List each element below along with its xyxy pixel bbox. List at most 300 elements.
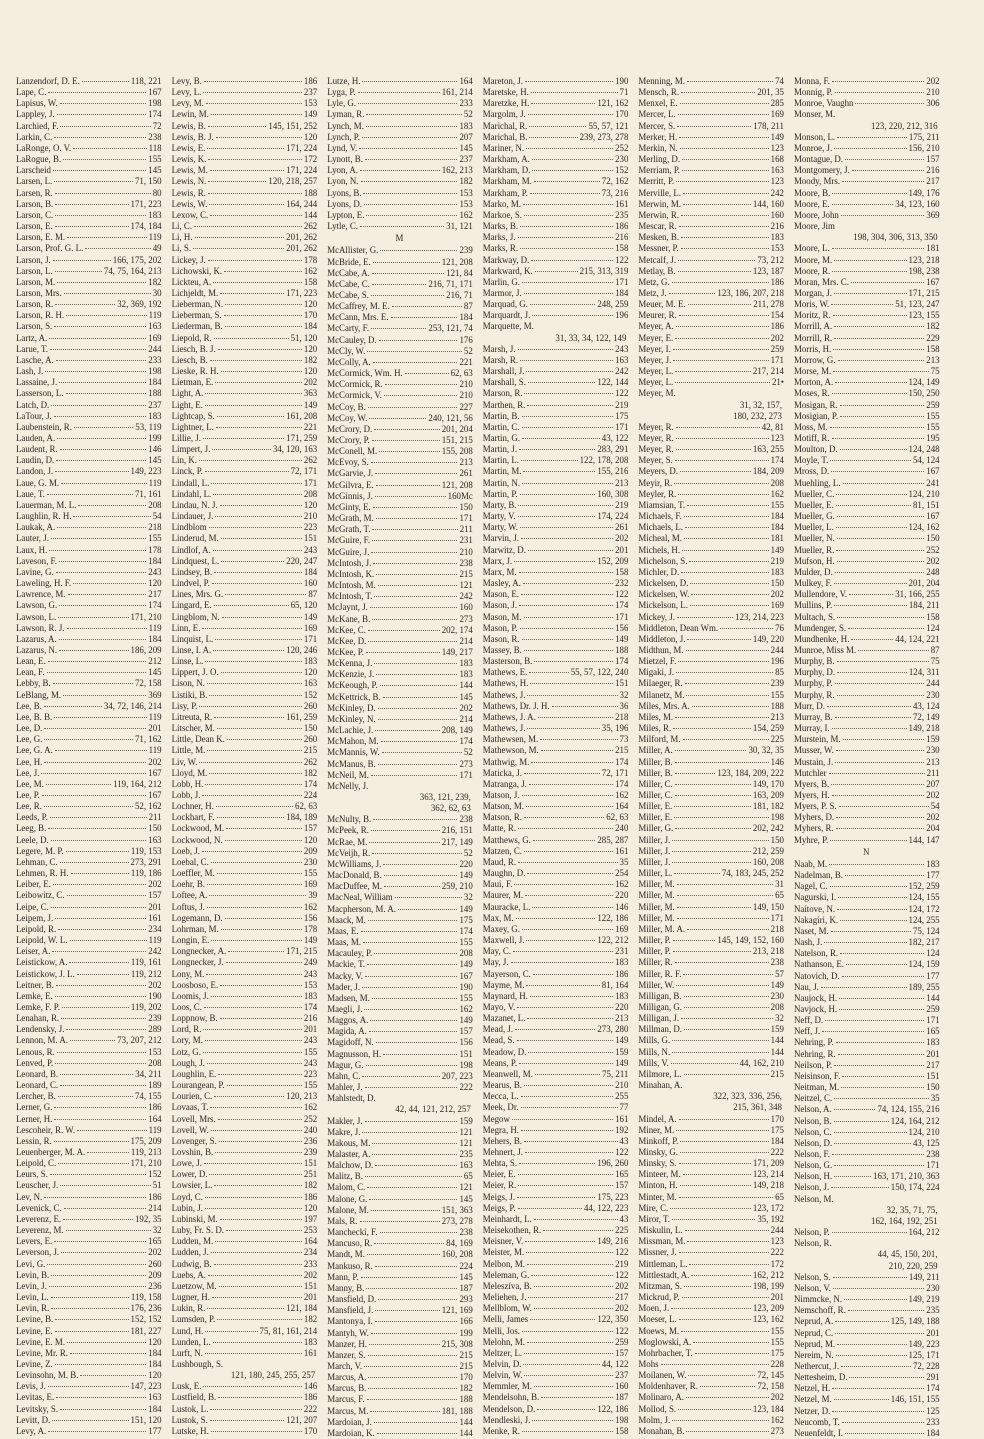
entry-pages: 234 (303, 1247, 318, 1258)
entry-pages: 54, 124 (912, 455, 940, 466)
index-entry (638, 1236, 784, 1247)
entry-pages: 207 (926, 778, 940, 789)
dot-leader (54, 1140, 129, 1142)
dot-leader (700, 1385, 755, 1387)
index-entry (327, 1305, 473, 1316)
dot-leader (834, 1108, 876, 1110)
dot-leader (524, 214, 613, 216)
dot-leader (677, 894, 773, 896)
entry-name: McNulty, B. (327, 814, 372, 825)
dot-leader (395, 896, 462, 898)
entry-name: Mensch, R. (638, 87, 680, 98)
entry-pages: 123, 184, 209, 222 (717, 767, 784, 778)
entry-name: Mohrbacher, T. (638, 1347, 693, 1358)
entry-name: Linn, E. (171, 622, 201, 633)
entry-name: Lisy, P. (171, 700, 198, 711)
entry-name: Montgomery, J. (793, 165, 850, 176)
entry-name: McKenna, J. (327, 658, 373, 669)
index-entry (483, 1281, 629, 1292)
entry-pages: 204 (926, 823, 940, 834)
entry-name: Nathanson, E. (793, 959, 845, 970)
entry-pages: 190 (459, 981, 473, 992)
dot-leader (214, 337, 289, 339)
entry-name: Murr, D. (793, 700, 825, 711)
dot-leader (220, 292, 284, 294)
entry-pages: 170 (770, 1113, 784, 1124)
index-entry (16, 321, 162, 332)
entry-name: Li, S. (171, 243, 192, 254)
index-entry (794, 757, 940, 768)
index-entry (483, 277, 629, 288)
dot-leader (525, 894, 613, 896)
index-entry (794, 243, 940, 254)
entry-name: Lercher, B. (16, 1091, 56, 1102)
index-entry (172, 188, 318, 199)
entry-pages: 202 (148, 979, 162, 990)
entry-pages: 186, 209 (130, 644, 162, 655)
entry-pages: 161 (615, 845, 629, 856)
entry-pages: 239 (148, 1013, 162, 1024)
index-entry (483, 1091, 629, 1102)
dot-leader (370, 1410, 439, 1412)
entry-name: Moen, J. (638, 1303, 670, 1314)
index-entry (16, 154, 162, 165)
entry-name: Marson, R. (482, 388, 523, 399)
dot-leader (58, 928, 146, 930)
entry-name: Nau, J. (793, 981, 819, 992)
entry-name: Larson, B. (16, 198, 54, 209)
index-entry (483, 678, 629, 689)
dot-leader (686, 1430, 768, 1432)
entry-name: Laudent, R. (16, 444, 58, 455)
entry-pages: 149, 176 (908, 187, 940, 198)
entry-name: Mueller, L. (793, 522, 834, 533)
entry-pages: 291 (926, 1372, 940, 1383)
index-entry (638, 98, 784, 109)
entry-pages: 174 (303, 1001, 318, 1012)
dot-leader (834, 1120, 889, 1122)
entry-name: Meyer, J. (638, 354, 672, 365)
index-entry (172, 310, 318, 321)
entry-name: Maretske, H. (482, 87, 529, 98)
entry-name: Neuenfeldt, I. (793, 1427, 844, 1438)
entry-name: Lenous, R. (16, 1046, 55, 1057)
entry-pages: 120, 246 (286, 644, 318, 655)
entry-pages: 163 (770, 165, 784, 176)
dot-leader (55, 1363, 147, 1365)
entry-name: Merling, D. (638, 154, 681, 165)
entry-pages: 52 (463, 747, 473, 758)
index-entry (327, 569, 473, 580)
entry-pages: 158 (615, 243, 629, 254)
dot-leader (375, 1309, 439, 1311)
index-entry (16, 355, 162, 366)
dot-leader (676, 984, 768, 986)
entry-pages: 122, 186 (597, 1403, 629, 1414)
entry-pages: 146 (615, 901, 629, 912)
index-entry (172, 444, 318, 455)
index-entry (16, 132, 162, 143)
index-entry (327, 1316, 473, 1327)
entry-pages: 171 (770, 912, 784, 923)
entry-name: Myhre, P. (793, 834, 829, 845)
index-entry (327, 268, 473, 279)
dot-leader (59, 638, 147, 640)
entry-pages: 120 (303, 343, 318, 354)
entry-name: Lenved, P. (16, 1057, 54, 1068)
dot-leader (204, 1162, 302, 1164)
dot-leader (683, 192, 769, 194)
dot-leader (207, 682, 302, 684)
entry-name: Meleman, G. (482, 1269, 530, 1280)
entry-name: Levitas, E. (16, 1392, 55, 1403)
index-entry (327, 982, 473, 993)
entry-pages: 162 (770, 1414, 784, 1425)
entry-pages: 72, 171 (601, 767, 629, 778)
entry-pages: 175 (770, 1347, 784, 1358)
entry-name: McVeijh, R. (327, 847, 371, 858)
entry-pages: 121, 184 (286, 1303, 318, 1314)
index-entry (172, 1359, 318, 1370)
entry-name: Mason, M. (482, 611, 522, 622)
dot-leader (61, 482, 146, 484)
entry-pages: 122, 144 (597, 377, 629, 388)
entry-pages: 183 (459, 120, 473, 131)
index-entry (638, 1281, 784, 1292)
index-entry (483, 1203, 629, 1214)
entry-pages: 202 (615, 1280, 629, 1291)
entry-pages: 119 (148, 310, 162, 321)
entry-name: Mathews, J. (482, 723, 526, 734)
entry-pages: 146 (148, 444, 162, 455)
index-entry (483, 533, 629, 544)
entry-name: Larson, Prof. G. L. (16, 243, 84, 254)
entry-name: Migaki, J. (638, 667, 675, 678)
entry-name: Maegli, J. (327, 1003, 363, 1014)
entry-pages: 119, 202 (130, 1001, 162, 1012)
index-entry (172, 924, 318, 935)
entry-name: Massey, B. (482, 644, 522, 655)
entry-pages: 220, 247 (286, 555, 318, 566)
index-entry (483, 757, 629, 768)
entry-name: Maughn, D. (482, 868, 526, 879)
index-entry (483, 1147, 629, 1158)
dot-leader (217, 1318, 302, 1320)
entry-name: Nehring, P. (793, 1037, 834, 1048)
dot-leader (525, 80, 613, 82)
entry-name: McCann, Mrs. E. (327, 312, 389, 323)
dot-leader (215, 1240, 302, 1242)
dot-leader (221, 370, 302, 372)
index-entry (794, 366, 940, 377)
entry-pages: 152, 209 (597, 555, 629, 566)
index-entry (327, 188, 473, 199)
index-entry (172, 321, 318, 332)
entry-pages: 145 (148, 165, 162, 176)
entry-pages: 149 (303, 611, 318, 622)
entry-pages: 125, 171 (908, 1349, 940, 1360)
dot-leader (55, 203, 128, 205)
index-entry (794, 444, 940, 455)
index-entry (638, 121, 784, 132)
index-entry (172, 712, 318, 723)
index-entry (172, 902, 318, 913)
dot-leader (840, 415, 924, 417)
entry-name: Leverson, J. (16, 1247, 60, 1258)
index-entry (794, 881, 940, 892)
index-entry (327, 837, 473, 848)
index-entry (483, 243, 629, 254)
dot-leader (517, 1039, 613, 1041)
entry-name: McGarvie, J. (327, 468, 374, 479)
entry-name: Manchecki, F. (327, 1227, 378, 1238)
entry-name: Lutske, H. (171, 1425, 209, 1436)
entry-pages: 71, 150 (134, 176, 162, 187)
entry-name: Mercer, L. (638, 109, 676, 120)
index-entry (794, 589, 940, 600)
index-entry (794, 154, 940, 165)
index-entry (638, 1247, 784, 1258)
entry-pages: 75, 211 (602, 1068, 629, 1079)
entry-name: Latch, D. (16, 399, 50, 410)
entry-pages: 121, 207 (286, 1414, 318, 1425)
dot-leader (383, 863, 457, 865)
index-entry (16, 232, 162, 243)
entry-pages: 149 (303, 399, 318, 410)
dot-leader (199, 705, 301, 707)
index-entry (638, 890, 784, 901)
entry-name: Miller, M. (638, 890, 675, 901)
index-entry (327, 1093, 473, 1104)
entry-pages: 43, 124 (912, 700, 940, 711)
entry-name: Nethercut, J. (793, 1360, 840, 1371)
dot-leader (521, 1129, 613, 1131)
entry-name: Mackie, T. (327, 959, 366, 970)
dot-leader (520, 359, 613, 361)
entry-name: Lavine, G. (16, 566, 54, 577)
entry-page-continuation: 162, 164, 192, 251 (871, 1215, 938, 1226)
dot-leader (674, 482, 768, 484)
index-entry (172, 489, 318, 500)
entry-name: Moilanen, W. (638, 1370, 687, 1381)
entry-pages: 150 (148, 823, 162, 834)
entry-pages: 43, 125 (912, 1137, 940, 1148)
entry-pages: 158 (615, 566, 629, 577)
entry-name: Meisner, V. (482, 1236, 524, 1247)
index-entry (172, 723, 318, 734)
index-entry (638, 589, 784, 600)
index-entry (327, 1328, 473, 1339)
dot-leader (212, 582, 302, 584)
index-entry (794, 1428, 940, 1439)
entry-name: Myers, P. S. (793, 801, 837, 812)
entry-pages: 156, 210 (908, 142, 940, 153)
index-entry (638, 734, 784, 745)
entry-name: Melli, James (482, 1314, 529, 1325)
entry-pages: 306 (926, 98, 940, 109)
entry-pages: 186 (615, 968, 629, 979)
dot-leader (63, 694, 146, 696)
entry-name: Murphy, D. (793, 667, 836, 678)
index-entry (172, 98, 318, 109)
dot-leader (199, 459, 302, 461)
entry-name: Leipold, W. L. (16, 935, 68, 946)
index-entry (638, 723, 784, 734)
index-entry (16, 511, 162, 522)
entry-name: Nelson, S. (793, 1271, 831, 1282)
entry-name: Martin, J. (482, 444, 518, 455)
entry-name: Levin, J. (16, 1280, 47, 1291)
index-entry (794, 1294, 940, 1305)
dot-leader (381, 740, 458, 742)
entry-name: Mosigian, P. (793, 410, 839, 421)
entry-pages: 123, 184 (752, 1403, 784, 1414)
entry-name: Levenick, C. (16, 1202, 62, 1213)
dot-leader (206, 973, 302, 975)
index-entry (483, 221, 629, 232)
entry-pages: 253 (303, 1225, 318, 1236)
entry-name: Miller, R. F. (638, 968, 682, 979)
entry-name: Leipe, C. (16, 901, 49, 912)
entry-name: Melohn, M. (482, 1336, 525, 1347)
index-entry (638, 288, 784, 299)
index-entry (327, 368, 473, 379)
entry-pages: 159 (615, 1046, 629, 1057)
entry-pages: 184, 211 (908, 600, 940, 611)
entry-name: Miror, T. (638, 1213, 670, 1224)
index-entry (172, 790, 318, 801)
entry-name: Memmler, M. (482, 1381, 532, 1392)
dot-leader (672, 1419, 768, 1421)
dot-leader (848, 627, 924, 629)
entry-name: Marx, M. (482, 566, 517, 577)
entry-pages: 146 (770, 756, 784, 767)
entry-name: McCormick, R. (327, 379, 383, 390)
dot-leader (841, 214, 924, 216)
index-entry (638, 835, 784, 846)
entry-pages: 186 (615, 221, 629, 232)
entry-name: Meyler, R. (638, 488, 677, 499)
entry-pages: 49 (152, 243, 162, 254)
entry-name: Lexow, C. (171, 209, 209, 220)
entry-name: Lison, N. (171, 678, 205, 689)
dot-leader (56, 1396, 146, 1398)
dot-leader (204, 80, 302, 82)
entry-name: McCabe, A. (327, 267, 370, 278)
entry-name: McGrath, M. (327, 513, 374, 524)
entry-name: Lewis, M. (171, 165, 208, 176)
dot-leader (534, 1385, 613, 1387)
dot-leader (205, 470, 289, 472)
entry-pages: 211, 278 (753, 299, 784, 310)
index-entry (327, 379, 473, 390)
dot-leader (524, 616, 614, 618)
entry-pages: 119, 213 (130, 1147, 162, 1157)
dot-leader (855, 102, 924, 104)
entry-pages: 123 (770, 433, 784, 443)
entry-name: Larscheid (16, 165, 51, 176)
dot-leader (680, 1151, 769, 1153)
index-entry (483, 522, 629, 533)
entry-pages: 123 (770, 1236, 784, 1247)
index-entry (327, 245, 473, 256)
dot-leader (522, 1330, 613, 1332)
entry-name: Michels, H. (638, 544, 681, 555)
index-entry (16, 411, 162, 422)
index-entry (172, 1013, 318, 1024)
index-entry (483, 578, 629, 589)
entry-pages: 213 (459, 457, 473, 468)
dot-leader (840, 919, 906, 921)
entry-name: Mayme, M. (482, 979, 525, 990)
index-entry (483, 400, 629, 411)
dot-leader (679, 225, 769, 227)
entry-pages: 201 (770, 1292, 784, 1303)
index-entry (172, 868, 318, 879)
entry-name: Logemann, D. (171, 912, 223, 923)
entry-name: Lyman, R. (327, 109, 365, 120)
dot-leader (362, 986, 457, 988)
index-entry (638, 533, 784, 544)
index-entry (172, 87, 318, 98)
entry-pages: 188 (770, 700, 784, 711)
dot-leader (361, 930, 458, 932)
entry-pages: 74, 124, 155, 216 (877, 1104, 940, 1115)
dot-leader (682, 158, 769, 160)
index-entry (794, 1160, 940, 1171)
entry-pages: 35, 192 (757, 1213, 784, 1224)
entry-name: Milaeger, R. (638, 678, 683, 689)
index-column-3 (327, 76, 483, 1438)
entry-pages: 122, 178, 208 (579, 455, 629, 466)
entry-name: Nelson, B. (793, 1115, 832, 1126)
dot-leader (679, 136, 768, 138)
entry-name: Mason, E. (482, 589, 520, 600)
dot-leader (677, 125, 751, 127)
entry-pages: 259 (926, 1003, 940, 1014)
entry-name: Moore, L. (793, 243, 830, 254)
entry-pages: 119, 158 (130, 1292, 162, 1303)
entry-pages: 230 (770, 990, 784, 1001)
index-entry (794, 109, 940, 120)
entry-pages: 273 (459, 758, 473, 769)
index-entry (16, 1214, 162, 1225)
dot-leader (552, 705, 618, 707)
entry-pages: 175, 223 (597, 1191, 629, 1202)
dot-leader (681, 571, 768, 573)
entry-pages: 123, 214 (752, 1169, 784, 1180)
dot-leader (376, 517, 458, 519)
entry-pages: 52 (463, 109, 473, 120)
dot-leader (686, 1396, 769, 1398)
index-entry (794, 1049, 940, 1060)
dot-leader (195, 236, 285, 238)
dot-leader (834, 259, 906, 261)
entry-name: Mross, D. (793, 466, 830, 477)
dot-leader (681, 214, 769, 216)
entry-name: Lessin, R. (16, 1135, 52, 1146)
entry-pages: 171, 215 (908, 287, 940, 298)
index-entry (16, 433, 162, 444)
entry-pages: 171, 209 (752, 1158, 784, 1169)
dot-leader (683, 1173, 751, 1175)
index-entry (16, 377, 162, 388)
dot-leader (832, 1231, 907, 1233)
index-entry (794, 723, 940, 734)
dot-leader (682, 1296, 769, 1298)
entry-pages: 169 (148, 332, 162, 343)
entry-page-continuation: 362, 62, 63 (430, 803, 471, 814)
